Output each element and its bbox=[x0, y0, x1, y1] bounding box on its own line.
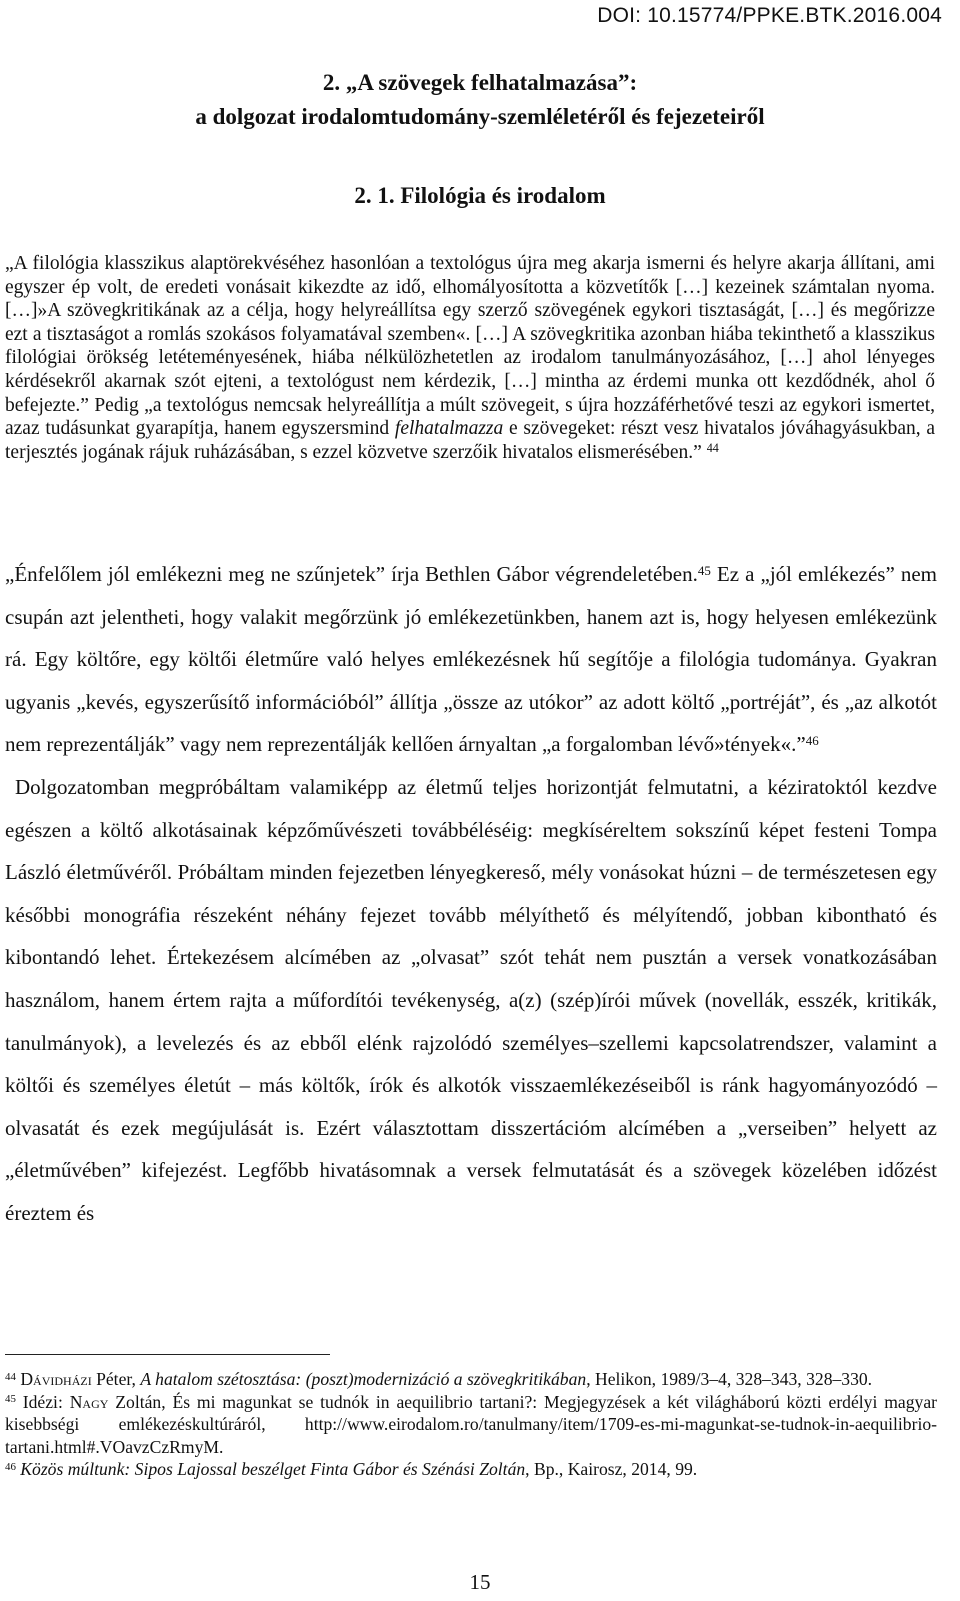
chapter-heading-line-1: 2. „A szövegek felhatalmazása”: bbox=[322, 70, 638, 95]
footnote-44-title: A hatalom szétosztása: (poszt)modernizáció a szövegkritikában bbox=[140, 1369, 587, 1389]
footnote-46 bbox=[5, 1458, 937, 1481]
footnote-45-text-a: Idézi: N bbox=[15, 1391, 83, 1412]
chapter-heading bbox=[0, 66, 960, 134]
footnote-44-details: , Helikon, 1989/3–4, 328–343, 328–330. bbox=[586, 1369, 873, 1389]
paragraph-1 bbox=[5, 553, 937, 766]
footnote-46-details: , Bp., Kairosz, 2014, 99. bbox=[525, 1459, 698, 1480]
footnote-44-author-initial: D bbox=[20, 1369, 34, 1389]
quote-italic-word: felhatalmazza bbox=[394, 418, 504, 440]
footnotes bbox=[5, 1368, 937, 1481]
quote-text-1: „A filológia klasszikus alaptörekvéséhez hasonlóan a textológus újra meg akarja ismerni és helyre akarja állítani, ami egyszer ép volt, de eredeti vonásait kikezdte az idő, elhomályosította a közvetítők […] kezeinek számtalan nyoma. […]»A szövegkritikának az a célja, hogy helyreállítsa egy szerző szövegének egykori tisztaságát, […] és megőrizze ezt a tisztaságot a romlás szokásos folyamatával szemben«. […] A szövegkritika azonban hiába tekinthető a klasszikus filológiai örökség letéteményesének, hiába nélkülözhetetlen az irodalom tanulmányozásához, […] ahol lényeges kérdésekről akarnak szót ejteni, a textológust nem kérdezik, […] mintha az érdemi munka ott kezdődnék, ahol ő befejezte.” Pedig „a textológus nemcsak helyreállítja a múlt szövegeit, s újra hozzáférhetővé teszi az egykori ismertet, azaz tudásunkat gyarapítja, hanem egyszersmind bbox=[5, 253, 935, 440]
footnote-45-number: 45 bbox=[5, 1393, 16, 1406]
footnote-ref-45[interactable]: 45 bbox=[697, 562, 711, 578]
paragraph-1-text-b: Ez a „jól emlékezés” nem csupán azt jelentheti, hogy valakit megőrzünk jó emlékezetünkben, hanem azt is, hogy helyesen emlékezünk rá. Egy költőre, egy költői életműre való helyes emlékezésnek hű segítője a filológia tudománya. Gyakran ugyanis „kevés, egyszerűsítő információból” állítja „össze az utókor” az adott költő „portréját”, és „az alkotót nem reprezentálják” vagy nem reprezentálják kellően árnyaltan „a forgalomban lévő»tények«.” bbox=[5, 562, 937, 757]
footnote-44-author-rest: Péter, bbox=[91, 1369, 141, 1389]
footnote-44-number: 44 bbox=[5, 1370, 16, 1383]
footnote-44-author-smallcaps: ávidházi bbox=[33, 1369, 92, 1389]
footnote-45-smallcaps: agy bbox=[82, 1391, 109, 1412]
footnote-45-text-b: Zoltán, És mi magunkat se tudnók in aequilibrio tartani?: Megjegyzések a két világháború közti erdélyi magyar kisebbségi emlékezéskultúráról, http://www.eirodalom.ro/tanulmany/item/1709-es-mi-magunkat-se-tudnok-in-aequilibrio-tartani.html#.VOavzCzRmyM. bbox=[5, 1391, 937, 1457]
footnote-44 bbox=[5, 1368, 937, 1391]
footnote-ref-44[interactable]: 44 bbox=[706, 440, 719, 455]
chapter-heading-line-2: a dolgozat irodalomtudomány-szemléletéről és fejezeteiről bbox=[195, 104, 765, 129]
section-heading: 2. 1. Filológia és irodalom bbox=[354, 183, 606, 208]
quote-text-2: e szövegeket: részt vesz hivatalos jóváhagyásukban, a terjesztés jogának rájuk ruházásában, s ezzel közvetve szerzőik hivatalos elismerésében.” bbox=[5, 418, 936, 463]
paragraph-2: Dolgozatomban megpróbáltam valamiképp az életmű teljes horizontját felmutatni, a kéziratoktól kezdve egészen a költő alkotásainak képzőművészeti továbbéléséig: megkíséreltem sokszínű képet festeni Tompa László életművéről. Próbáltam minden fejezetben lényegkereső, mély vonásokat húzni – de természetesen egy későbbi monográfia részeként néhány fejezet tovább mélyíthető és mélyítendő, jobban kibontható és kibontandó lehet. Értekezésem alcímében az „olvasat” szót tehát nem pusztán a versek vonatkozásában használom, hanem értem rajta a műfordítói tevékenység, a(z) (szép)írói művek (novellák, esszék, kritikák, tanulmányok), a levelezés és az ebből elénk rajzolódó személyes–szellemi kapcsolatrendszer, valamint a költői és személyes életút – más költők, írók és alkotók visszaemlékezéseiből is ránk hagyományozódó – olvasatát és ezek megújulását is. Ezért választottam disszertációm alcímében a „verseiben” helyett az „életművében” kifejezést. Legfőbb hivatásomnak a versek felmutatását és a szövegek közelében időzést éreztem és bbox=[5, 774, 937, 1225]
doi-header: DOI: 10.15774/PPKE.BTK.2016.004 bbox=[597, 4, 942, 27]
footnote-46-title: Közös múltunk: Sipos Lajossal beszélget Finta Gábor és Szénási Zoltán bbox=[15, 1459, 526, 1480]
page-number: 15 bbox=[469, 1570, 491, 1594]
block-quote bbox=[5, 252, 935, 464]
footnote-46-number: 46 bbox=[5, 1460, 16, 1473]
paragraph-1-text-a: „Énfelőlem jól emlékezni meg ne szűnjetek” írja Bethlen Gábor végrendeletében. bbox=[5, 562, 698, 586]
footnote-ref-46[interactable]: 46 bbox=[805, 732, 819, 748]
footnote-divider bbox=[5, 1354, 330, 1355]
body-text bbox=[5, 553, 937, 1235]
footnote-45 bbox=[5, 1391, 937, 1459]
